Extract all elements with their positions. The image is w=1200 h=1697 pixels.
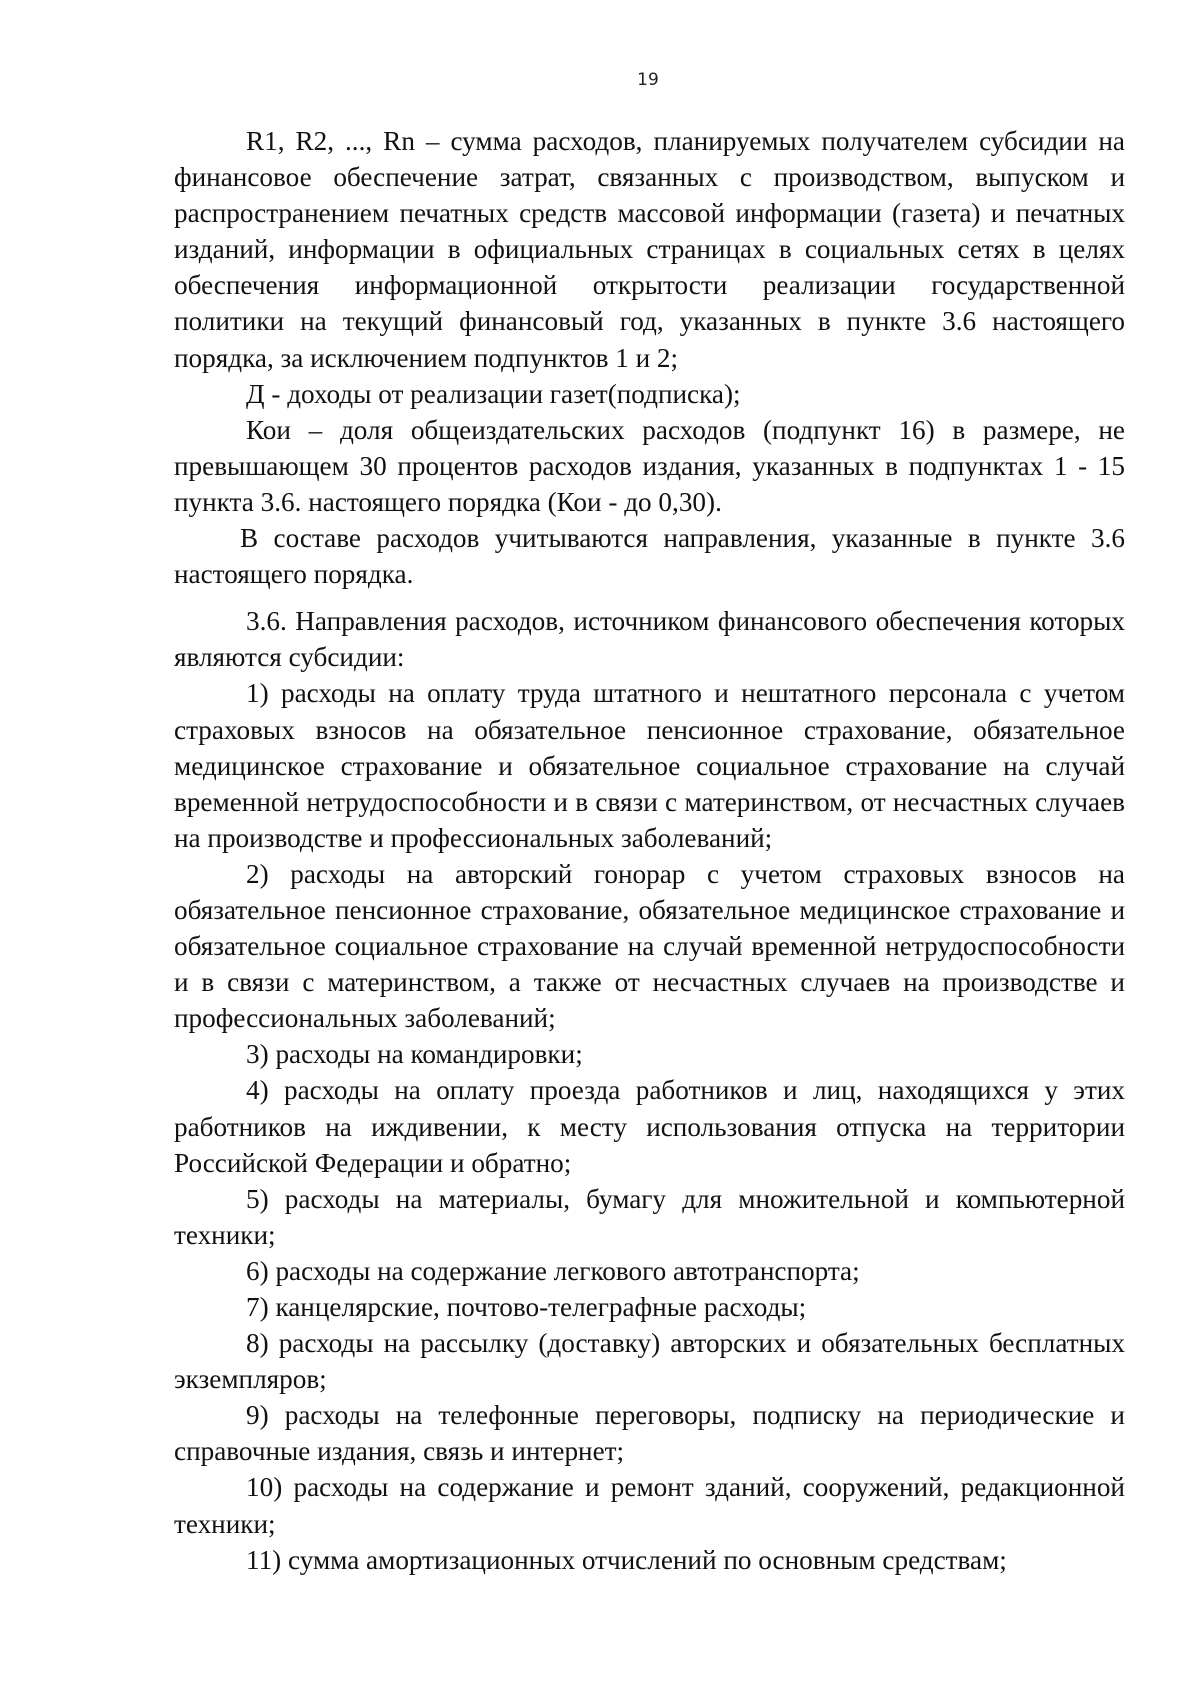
list-item-7: 7) канцелярские, почтово-телеграфные расходы; <box>246 1292 807 1322</box>
list-item-1: 1) расходы на оплату труда штатного и нештатного персонала с учетом страховых взносов на обязательное пенсионное страхование, обязательное медицинское страхование и обязательное социальное страхование на случай временной нетрудоспособности и в связи с материнством, от несчастных случаев на производстве и профессиональных заболеваний; <box>174 678 1125 853</box>
list-item-8: 8) расходы на рассылку (доставку) авторских и обязательных бесплатных экземпляров; <box>174 1328 1125 1395</box>
list-item-5: 5) расходы на материалы, бумагу для множительной и компьютерной техники; <box>174 1183 1125 1250</box>
list-item-11: 11) сумма амортизационных отчислений по основным средствам; <box>246 1544 1007 1575</box>
list-item-9: 9) расходы на телефонные переговоры, подписку на периодические и справочные издания, связь и интернет; <box>174 1400 1125 1467</box>
paragraph-d-definition: Д - доходы от реализации газет(подписка); <box>246 378 741 409</box>
list-item-2: 2) расходы на авторский гонорар с учетом страховых взносов на обязательное пенсионное страхование, обязательное медицинское страхование и обязательное социальное страхование на случай временной нетрудоспособности и в связи с материнством, а также от несчастных случаев на производстве и профессиональных заболеваний; <box>174 858 1125 1034</box>
list-item-3: 3) расходы на командировки; <box>246 1039 583 1070</box>
paragraph-expense-composition: В составе расходов учитываются направления, указанные в пункте 3.6 настоящего порядка. <box>174 523 1125 590</box>
paragraph-section-3-6: 3.6. Направления расходов, источником финансового обеспечения которых являются субсидии: <box>174 606 1125 673</box>
list-item-10: 10) расходы на содержание и ремонт зданий, сооружений, редакционной техники; <box>174 1472 1125 1539</box>
paragraph-koi-definition: Кои – доля общеиздательских расходов (подпункт 16) в размере, не превышающем 30 процентов расходов издания, указанных в подпунктах 1 - 15 пункта 3.6. настоящего порядка (Кои - до 0,30). <box>174 414 1125 517</box>
paragraph-r-definition: R1, R2, ..., Rn – сумма расходов, планируемых получателем субсидии на финансовое обеспечение затрат, связанных с производством, выпуском и распространением печатных средств массовой информации (газета) и печатных изданий, информации в официальных страницах в социальных сетях в целях обеспечения информационной открытости реализации государственной политики на текущий финансовый год, указанных в пункте 3.6 настоящего порядка, за исключением подпунктов 1 и 2; <box>174 126 1125 373</box>
list-item-6: 6) расходы на содержание легкового автотранспорта; <box>246 1255 860 1286</box>
page-number: 19 <box>637 70 659 90</box>
list-item-4: 4) расходы на оплату проезда работников и лиц, находящихся у этих работников на иждивении, к месту использования отпуска на территории Российской Федерации и обратно; <box>174 1075 1125 1178</box>
document-body <box>174 123 1125 1578</box>
